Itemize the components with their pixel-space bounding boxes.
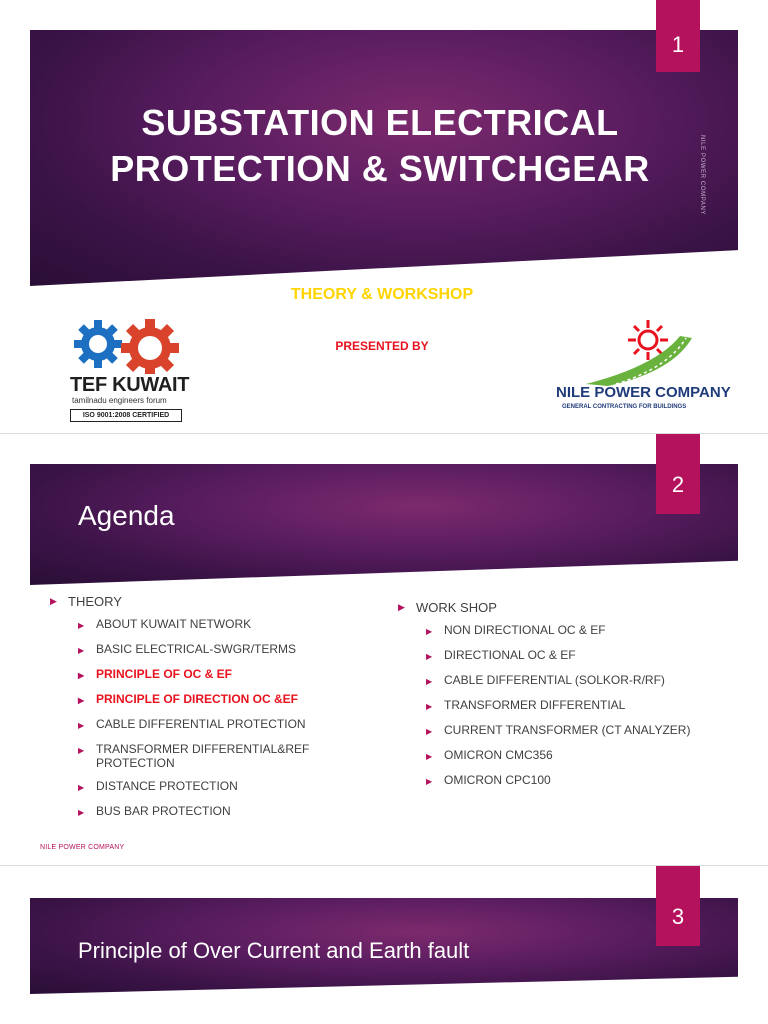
list-item-label: CABLE DIFFERENTIAL (SOLKOR-R/RF): [444, 673, 665, 687]
presented-by-label: PRESENTED BY: [335, 339, 429, 353]
triangle-bullet-icon: ▶: [78, 696, 85, 705]
list-item: [78, 667, 370, 683]
list-item-label: CURRENT TRANSFORMER (CT ANALYZER): [444, 723, 691, 737]
triangle-bullet-icon: ▶: [426, 702, 433, 711]
slide-footer: NILE POWER COMPANY: [40, 844, 125, 851]
list-item-label: OMICRON CMC356: [444, 748, 553, 762]
list-item: [78, 692, 370, 708]
nile-power-logo: [556, 318, 736, 418]
nile-logo-name: NILE POWER COMPANY: [556, 384, 731, 401]
triangle-bullet-icon: ▶: [426, 752, 433, 761]
tef-logo-name: TEF KUWAIT: [70, 374, 190, 396]
list-item-label: OMICRON CPC100: [444, 773, 551, 787]
tef-certification-badge: ISO 9001:2008 CERTIFIED: [70, 409, 182, 422]
list-item-label: BASIC ELECTRICAL-SWGR/TERMS: [96, 642, 297, 656]
list-item: [78, 742, 370, 770]
slide-number-badge: 1: [656, 0, 700, 72]
list-item: [426, 648, 738, 664]
slide-title: Principle of Over Current and Earth fault: [78, 938, 470, 963]
triangle-bullet-icon: ▶: [426, 727, 433, 736]
slide-number-badge: 3: [656, 866, 700, 946]
triangle-bullet-icon: ▶: [398, 602, 405, 612]
slide-1: [0, 0, 768, 432]
tef-kuwait-logo: [64, 314, 190, 432]
triangle-bullet-icon: ▶: [78, 746, 85, 755]
list-item: [426, 698, 738, 714]
list-item-label: BUS BAR PROTECTION: [96, 804, 231, 818]
list-item: [426, 773, 738, 789]
list-item-label: CABLE DIFFERENTIAL PROTECTION: [96, 717, 306, 731]
list-item-label: NON DIRECTIONAL OC & EF: [444, 623, 606, 637]
presentation-subtitle: THEORY & WORKSHOP: [290, 286, 474, 303]
slide-3: [0, 865, 768, 1024]
list-heading: ▶ THEORY: [50, 594, 122, 609]
workshop-column: [398, 600, 738, 798]
list-item: [78, 804, 370, 820]
presentation-title: SUBSTATION ELECTRICAL PROTECTION & SWITCHGEAR: [110, 102, 650, 189]
list-item-label: DIRECTIONAL OC & EF: [444, 648, 576, 662]
sun-road-icon: [556, 318, 736, 386]
list-item-label: TRANSFORMER DIFFERENTIAL: [444, 698, 626, 712]
list-item: [78, 779, 370, 795]
triangle-bullet-icon: ▶: [426, 677, 433, 686]
list-item: [426, 623, 738, 639]
triangle-bullet-icon: ▶: [426, 627, 433, 636]
triangle-bullet-icon: ▶: [78, 621, 85, 630]
gears-icon: [64, 314, 190, 374]
triangle-bullet-icon: ▶: [78, 783, 85, 792]
list-item-label: TRANSFORMER DIFFERENTIAL&REF PROTECTION: [96, 742, 310, 770]
triangle-bullet-icon: ▶: [426, 652, 433, 661]
triangle-bullet-icon: ▶: [426, 777, 433, 786]
triangle-bullet-icon: ▶: [78, 671, 85, 680]
nile-logo-tagline: GENERAL CONTRACTING FOR BUILDINGS: [562, 404, 687, 410]
slide-title: Agenda: [78, 500, 175, 531]
triangle-bullet-icon: ▶: [78, 721, 85, 730]
slide-2: [0, 433, 768, 864]
list-item: [426, 723, 738, 739]
list-item: [78, 642, 370, 658]
theory-column: [50, 594, 370, 829]
triangle-bullet-icon: ▶: [78, 646, 85, 655]
list-item-label: PRINCIPLE OF OC & EF: [96, 667, 233, 681]
triangle-bullet-icon: ▶: [78, 808, 85, 817]
list-item: [426, 673, 738, 689]
list-item: [78, 617, 370, 633]
side-company-text: NILE POWER COMPANY: [699, 134, 705, 216]
list-item-label: DISTANCE PROTECTION: [96, 779, 238, 793]
list-heading: ▶ WORK SHOP: [398, 600, 497, 615]
slide-number-badge: 2: [656, 434, 700, 514]
list-item-label: PRINCIPLE OF DIRECTION OC &EF: [96, 692, 299, 706]
list-item: [78, 717, 370, 733]
list-item-label: ABOUT KUWAIT NETWORK: [96, 617, 252, 631]
tef-logo-tagline: tamilnadu engineers forum: [72, 396, 167, 405]
list-item: [426, 748, 738, 764]
triangle-bullet-icon: ▶: [50, 596, 57, 606]
